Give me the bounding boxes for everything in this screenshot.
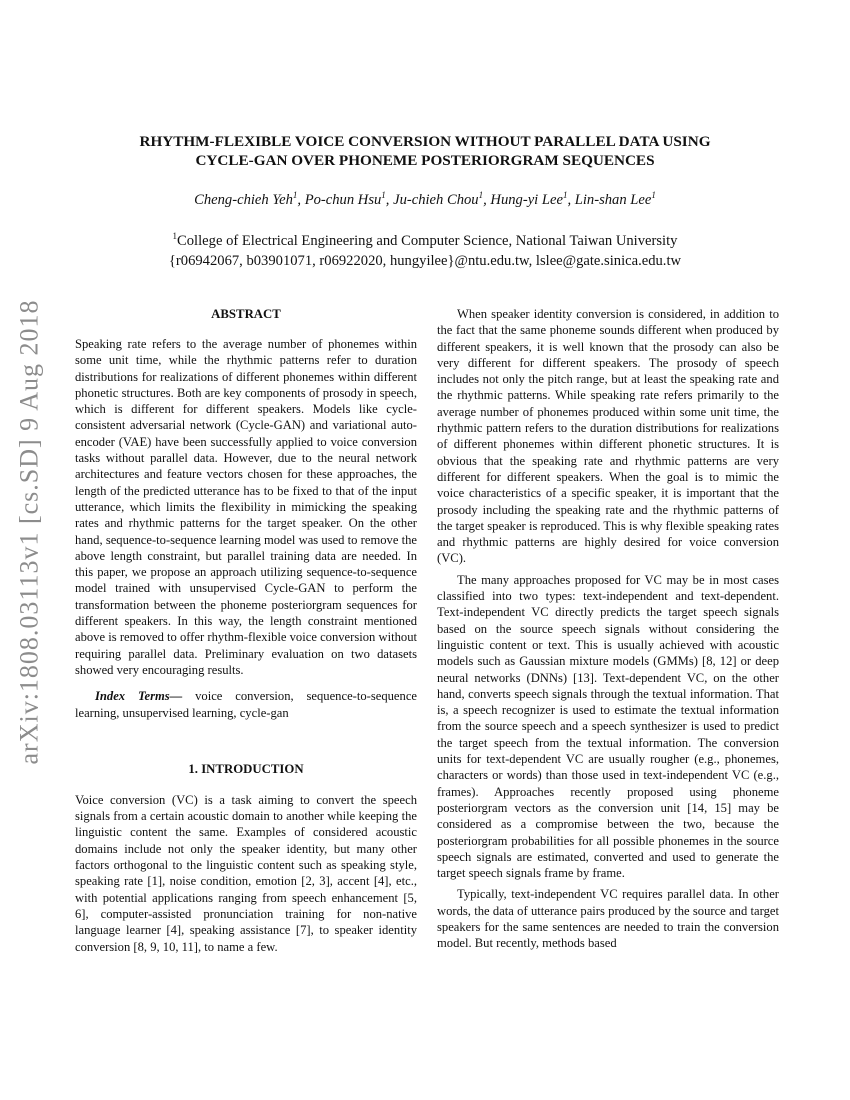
intro-paragraph-1: Voice conversion (VC) is a task aiming to convert the speech signals from a certain acoustic domain to another while keeping the linguistic content the same. Examples of considered acoustic domains include not only the speaker identity, but many other factors orthogonal to the linguistic content such as speaking style, speaking rate [1], noise condition, emotion [2, 3], accent [4], etc., with potential applications ranging from speech enhancement [5, 6], computer-assisted pronunciation training for non-native language learner [4], speaking assistance [7], to speaker identity conversion [8, 9, 10, 11], to name a few. — [75, 792, 417, 954]
arxiv-identifier: arXiv:1808.03113v1 [cs.SD] 9 Aug 2018 — [14, 299, 44, 765]
author-list — [60, 192, 790, 209]
author-separator: , — [385, 192, 394, 208]
index-terms-label: Index Terms— — [95, 689, 183, 704]
right-column — [437, 306, 779, 952]
index-terms — [75, 688, 417, 721]
author-name: Hung-yi Lee — [490, 192, 563, 208]
paper-title-line-2: CYCLE-GAN OVER PHONEME POSTERIORGRAM SEQUENCES — [195, 152, 655, 169]
intro-paragraph-4: Typically, text-independent VC requires parallel data. In other words, the data of utterance pairs produced by the source and target speakers for the same sentences are needed to train the conversion model. But recently, methods based — [437, 887, 779, 951]
author-separator: , — [483, 192, 491, 208]
author-name: Lin-shan Lee — [574, 192, 652, 208]
intro-paragraph-2: When speaker identity conversion is considered, in addition to the fact that the same phoneme sounds different when produced by different speakers, it is well known that the prosody can also be very different for different speakers. The prosody of speech includes not only the pitch range, but at least the speaking rate and the rhythmic patterns. While speaking rate refers primarily to the average number of phonemes produced within some unit time, the rhythmic pattern refers to the duration distributions for realizations of different phonemes within different phonetic structures. It is obvious that the speaking rate and rhythmic patterns are very different for different speakers. When the goal is to mimic the voice characteristics of a specific speaker, it is important that the prosody including the speaking rate and the rhythmic patterns of the target speaker is reproduced. This is why flexible speaking rates and rhythmic patterns are highly desired for voice conversion (VC). — [437, 307, 779, 566]
index-terms-text: voice conversion, sequence-to-sequence learning, unsupervised learning, cycle-gan — [75, 689, 417, 720]
affiliation-text: College of Electrical Engineering and Computer Science, National Taiwan University — [177, 233, 678, 249]
affiliation-block — [60, 231, 790, 271]
abstract-heading: ABSTRACT — [211, 307, 281, 321]
author-affiliation-mark: 1 — [381, 190, 386, 201]
affiliation-line — [60, 231, 790, 251]
paper-title — [90, 132, 760, 170]
introduction-heading: 1. INTRODUCTION — [188, 761, 304, 776]
intro-paragraph-3: The many approaches proposed for VC may be in most cases classified into two types: text-independent and text-dependent. Text-independent VC directly predicts the target speech signals based on the source speech signals without considering the linguistic content or text. This is usually achieved with acoustic models such as Gaussian mixture models (GMMs) [8, 12] or deep neural networks (DNNs) [13]. Text-dependent VC, on the other hand, converts speech signals through the textual information. That is, a speech recognizer is used to estimate the textual information from the source speech and a speech synthesizer is used to predict the target speech from the textual information. The conversion units for text-dependent VC are usually rougher (e.g., phonemes, characters or words) than those used in text-independent VC (e.g., frames). Approaches recently proposed using phoneme posteriorgram vectors as the conversion unit [14, 15] may be considered as a compromise between the two, because the posteriorgram probabilities for all possible phonemes in the source speech signals are estimated, converted and used to generate the target speech signals frame by frame. — [437, 572, 779, 881]
author-separator: , — [297, 192, 305, 208]
author-affiliation-mark: 1 — [562, 190, 568, 201]
author-name: Ju-chieh Chou — [393, 192, 479, 208]
author-affiliation-mark: 1 — [651, 190, 656, 201]
author-name: Po-chun Hsu — [304, 192, 382, 208]
author-affiliation-mark: 1 — [478, 190, 484, 201]
abstract-text: Speaking rate refers to the average number of phonemes within some unit time, while the rhythmic patterns refer to duration distributions for realizations of different phonemes within different phonetic structures. Both are key components of prosody in speech, which is different for different speakers. Models like cycle-consistent adversarial network (Cycle-GAN) and variational auto-encoder (VAE) have been successfully applied to voice conversion tasks without parallel data. However, due to the neural network architectures and feature vectors chosen for these approaches, the length of the predicted utterance has to be fixed to that of the input utterance, which limits the flexibility in mimicking the speaking rates and rhythmic patterns for the target speaker. On the other hand, sequence-to-sequence learning model was used to remove the above length constraint, but parallel training data are needed. In this paper, we propose an approach utilizing sequence-to-sequence model trained with unsupervised Cycle-GAN to perform the transformation between the phoneme posteriorgram sequences for different speakers. In this way, the length constraint mentioned above is removed to offer rhythm-flexible voice conversion without requiring parallel data. Preliminary evaluation on two datasets showed very encouraging results. — [75, 337, 417, 677]
left-column — [75, 306, 417, 955]
affiliation-mark: 1 — [172, 231, 178, 242]
author-separator: , — [567, 192, 575, 208]
author-name: Cheng-chieh Yeh — [194, 192, 293, 208]
author-emails: {r06942067, b03901071, r06922020, hungyilee}@ntu.edu.tw, lslee@gate.sinica.edu.tw — [168, 253, 682, 269]
paper-title-line-1: RHYTHM-FLEXIBLE VOICE CONVERSION WITHOUT PARALLEL DATA USING — [139, 133, 711, 150]
arxiv-side-stamp — [10, 292, 48, 772]
author-affiliation-mark: 1 — [292, 190, 298, 201]
